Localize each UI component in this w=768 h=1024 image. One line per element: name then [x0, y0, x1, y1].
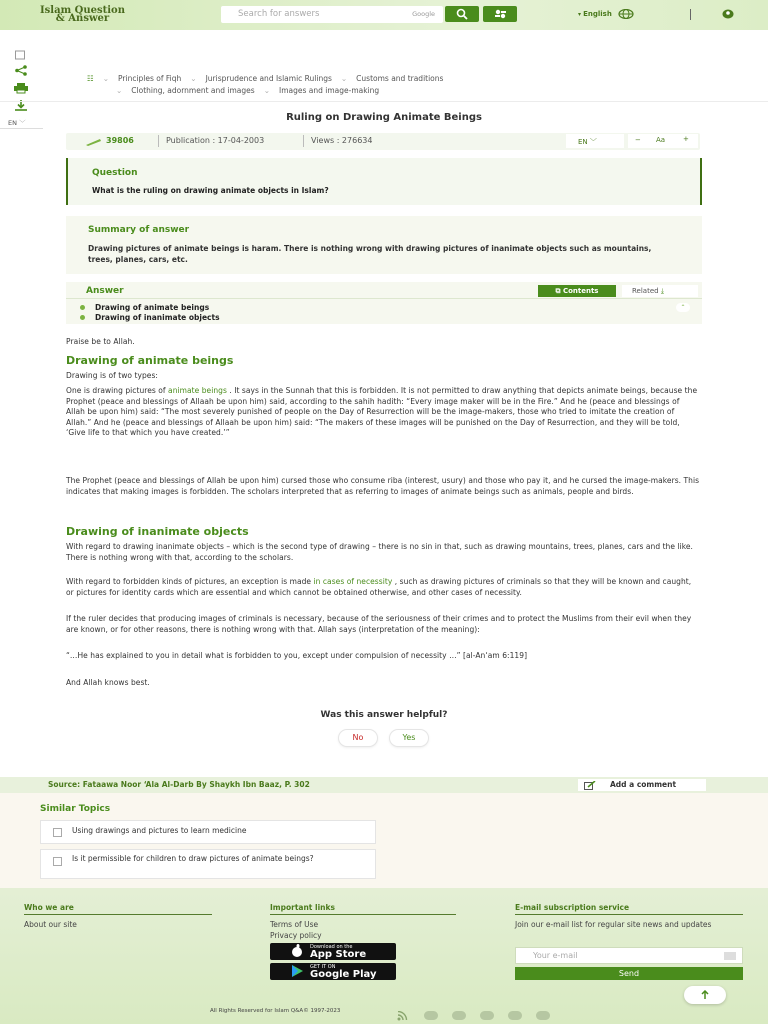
footer-divider	[515, 914, 743, 915]
important-links-title: Important links	[270, 903, 335, 912]
search-button[interactable]	[445, 6, 479, 22]
email-input[interactable]: Your e-mail	[515, 947, 743, 964]
meta-divider	[303, 135, 304, 147]
mail-icon	[724, 952, 736, 960]
footer-divider	[24, 914, 212, 915]
font-increase-button[interactable]: +	[683, 135, 689, 143]
paragraph: Drawing is of two types:	[66, 371, 158, 380]
toc-item[interactable]: Drawing of inanimate objects	[80, 313, 220, 322]
email-description: Join our e-mail list for regular site news and updates	[515, 920, 712, 929]
settings-icon	[494, 8, 507, 20]
font-size-label: Aa	[656, 136, 666, 144]
breadcrumb-item[interactable]: Customs and traditions	[356, 74, 444, 83]
about-link[interactable]: About our site	[24, 920, 77, 929]
article-language-selector[interactable]: EN ﹀	[566, 134, 624, 148]
similar-topic-item[interactable]: Using drawings and pictures to learn medicine	[40, 820, 376, 844]
similar-topics-title: Similar Topics	[40, 804, 111, 814]
top-header	[0, 0, 768, 30]
who-we-are-title: Who we are	[24, 903, 74, 912]
site-logo[interactable]: Islam Question & Answer	[40, 5, 125, 24]
apple-icon	[290, 944, 304, 958]
search-icon	[456, 8, 468, 20]
closing-text: And Allah knows best.	[66, 678, 150, 687]
download-icon: ⤓	[660, 287, 664, 295]
contents-button[interactable]: ⧉ Contents	[538, 285, 616, 297]
meta-divider	[158, 135, 159, 147]
section-heading-inanimate: Drawing of inanimate objects	[66, 525, 249, 538]
soundcloud-icon[interactable]	[508, 1011, 522, 1020]
footer-divider	[270, 914, 456, 915]
sidebar-language-selector[interactable]: EN ﹀	[8, 119, 26, 127]
paragraph: One is drawing pictures of animate beings . It says in the Sunnah that this is forbidden. It is not permitted to draw anything that depicts animate beings, because the Prophet (peace and blessings of Allaah be upon him) said, according to the sahih hadith: “Every image maker will be in the Fire.” And he (peace and blessings of Allah be upon him) said: “The most severely punished of people on the Day of Resurrection will be the image-makers, those who tried to imitate the creation of Allah.” And he (peace and blessings of Allaah be upon him) said: “The makers of these images will be punished on the Day of Resurrection, and they will be told, ‘Give life to that which you have created.’”	[66, 386, 698, 437]
font-decrease-button[interactable]: −	[635, 136, 641, 144]
advanced-search-button[interactable]	[483, 6, 517, 22]
sidebar-divider	[0, 128, 43, 129]
paragraph: The Prophet (peace and blessings of Allah be upon him) cursed those who consume riba (interest, usury) and those who pay it, and he cursed the image-makers. This indicates that making images is forbidden. The scholars interpreted that as referring to images of animate beings such as animals, people and birds.	[66, 476, 700, 496]
breadcrumb-item[interactable]: Clothing, adornment and images	[131, 86, 255, 95]
page-title: Ruling on Drawing Animate Beings	[286, 112, 482, 123]
scroll-to-top-button[interactable]	[684, 986, 726, 1004]
helpful-question: Was this answer helpful?	[320, 710, 448, 720]
paragraph: If the ruler decides that producing images of criminals is necessary, because of the seriousness of their crimes and to protect the Muslims from their evil when they are known, or for other reasons, there is nothing wrong with that. Allah says (interpretation of the meaning):	[66, 614, 692, 634]
youtube-icon[interactable]	[480, 1011, 494, 1020]
arrow-up-icon	[700, 990, 710, 1000]
answer-divider	[66, 298, 702, 299]
chevron-down-icon: ﹀	[589, 138, 597, 146]
views-count: Views : 276634	[311, 136, 373, 145]
facebook-icon[interactable]	[424, 1011, 438, 1020]
chevron-down-icon: ﹀	[19, 119, 26, 127]
header-divider-line	[0, 101, 768, 102]
breadcrumb-item[interactable]: Images and image-making	[278, 86, 380, 95]
section-heading-animate: Drawing of animate beings	[66, 354, 234, 367]
meta-bar	[66, 133, 700, 150]
google-play-button[interactable]: GET IT ON Google Play	[270, 963, 396, 980]
source-bar	[0, 777, 768, 793]
search-input[interactable]	[221, 6, 443, 23]
question-text: What is the ruling on drawing animate objects in Islam?	[92, 186, 329, 195]
edit-icon	[584, 781, 596, 790]
summary-box	[66, 216, 702, 274]
summary-text: Drawing pictures of animate beings is haram. There is nothing wrong with drawing pictures of inanimate objects such as mountains, trees, planes, cars, etc.	[88, 244, 652, 264]
rss-icon[interactable]	[397, 1011, 409, 1021]
header-divider	[690, 9, 691, 20]
print-icon[interactable]	[14, 83, 28, 94]
breadcrumb: ☷ ⌄ Principles of Fiqh ⌄ Jurisprudence and Islamic Rulings ⌄ Customs and traditions	[87, 74, 444, 83]
add-comment-button[interactable]: Add a comment	[578, 779, 706, 791]
similar-topics-section	[0, 793, 768, 888]
twitter-icon[interactable]	[452, 1011, 466, 1020]
language-selector[interactable]: ▾ English	[578, 9, 634, 19]
intro-text: Praise be to Allah.	[66, 337, 135, 346]
bookmark-icon[interactable]	[14, 50, 26, 60]
collapse-icon[interactable]: ⌃	[676, 303, 690, 312]
question-label: Question	[92, 168, 138, 178]
email-subscription-title: E-mail subscription service	[515, 903, 630, 912]
topic-icon	[53, 857, 62, 866]
share-icon[interactable]	[14, 65, 28, 76]
terms-link[interactable]: Terms of Use	[270, 920, 319, 929]
paragraph: With regard to drawing inanimate objects – which is the second type of drawing – there is no sin in that, such as drawing mountains, trees, planes, cars and the like. There is nothing wrong with that, according to the scholars.	[66, 542, 693, 562]
instagram-icon[interactable]	[536, 1011, 550, 1020]
google-label: Google	[412, 10, 435, 18]
animate-beings-link[interactable]: animate beings	[168, 386, 227, 395]
necessity-link[interactable]: in cases of necessity	[313, 577, 393, 586]
summary-label: Summary of answer	[88, 225, 190, 235]
question-id: 39806	[106, 136, 134, 145]
globe-icon	[618, 9, 634, 19]
send-button[interactable]: Send	[515, 967, 743, 980]
source-text: Source: Fataawa Noor ‘Ala Al-Darb By Shaykh Ibn Baaz, P. 302	[48, 780, 310, 789]
breadcrumb-row-2: ⌄ Clothing, adornment and images ⌄ Images and image-making	[116, 86, 380, 95]
no-button[interactable]: No	[339, 730, 377, 746]
question-box	[66, 158, 702, 205]
contents-icon: ⧉	[555, 287, 563, 295]
home-icon[interactable]: ☷	[87, 74, 94, 83]
paragraph: With regard to forbidden kinds of pictures, an exception is made in cases of necessity , such as drawing pictures of criminals so that they will be known and caught, or pictures for identity cards which are essential and which cannot be obtained otherwise, and other cases of necessity.	[66, 577, 692, 597]
quran-quote: “…He has explained to you in detail what is forbidden to you, except under compulsion of necessity …” [al-An‘am 6:119]	[66, 651, 528, 660]
topic-icon	[53, 828, 62, 837]
copyright-text: All Rights Reserved for Islam Q&A© 1997-2023	[210, 1008, 341, 1014]
breadcrumb-item[interactable]: Jurisprudence and Islamic Rulings	[205, 74, 332, 83]
answer-toc-box	[66, 282, 702, 324]
source-link[interactable]: Fataawa Noor ‘Ala Al-Darb By Shaykh Ibn Baaz, P. 302	[82, 780, 310, 789]
toc-item[interactable]: Drawing of animate beings	[80, 303, 209, 312]
font-size-control	[628, 134, 698, 148]
breadcrumb-item[interactable]: Principles of Fiqh	[118, 74, 182, 83]
privacy-link[interactable]: Privacy policy	[270, 931, 322, 940]
bullet-icon	[80, 305, 85, 310]
related-button[interactable]: Related ⤓	[622, 285, 698, 297]
user-icon[interactable]	[722, 9, 734, 19]
answer-label: Answer	[86, 286, 124, 296]
bullet-icon	[80, 315, 85, 320]
yes-button[interactable]: Yes	[390, 730, 428, 746]
pen-icon	[86, 138, 102, 146]
search-placeholder: Search for answers	[238, 9, 320, 19]
google-play-icon	[290, 964, 304, 978]
similar-topic-item[interactable]: Is it permissible for children to draw pictures of animate beings?	[40, 849, 376, 879]
app-store-button[interactable]: Download on the App Store	[270, 943, 396, 960]
publication-date: Publication : 17-04-2003	[166, 136, 265, 145]
